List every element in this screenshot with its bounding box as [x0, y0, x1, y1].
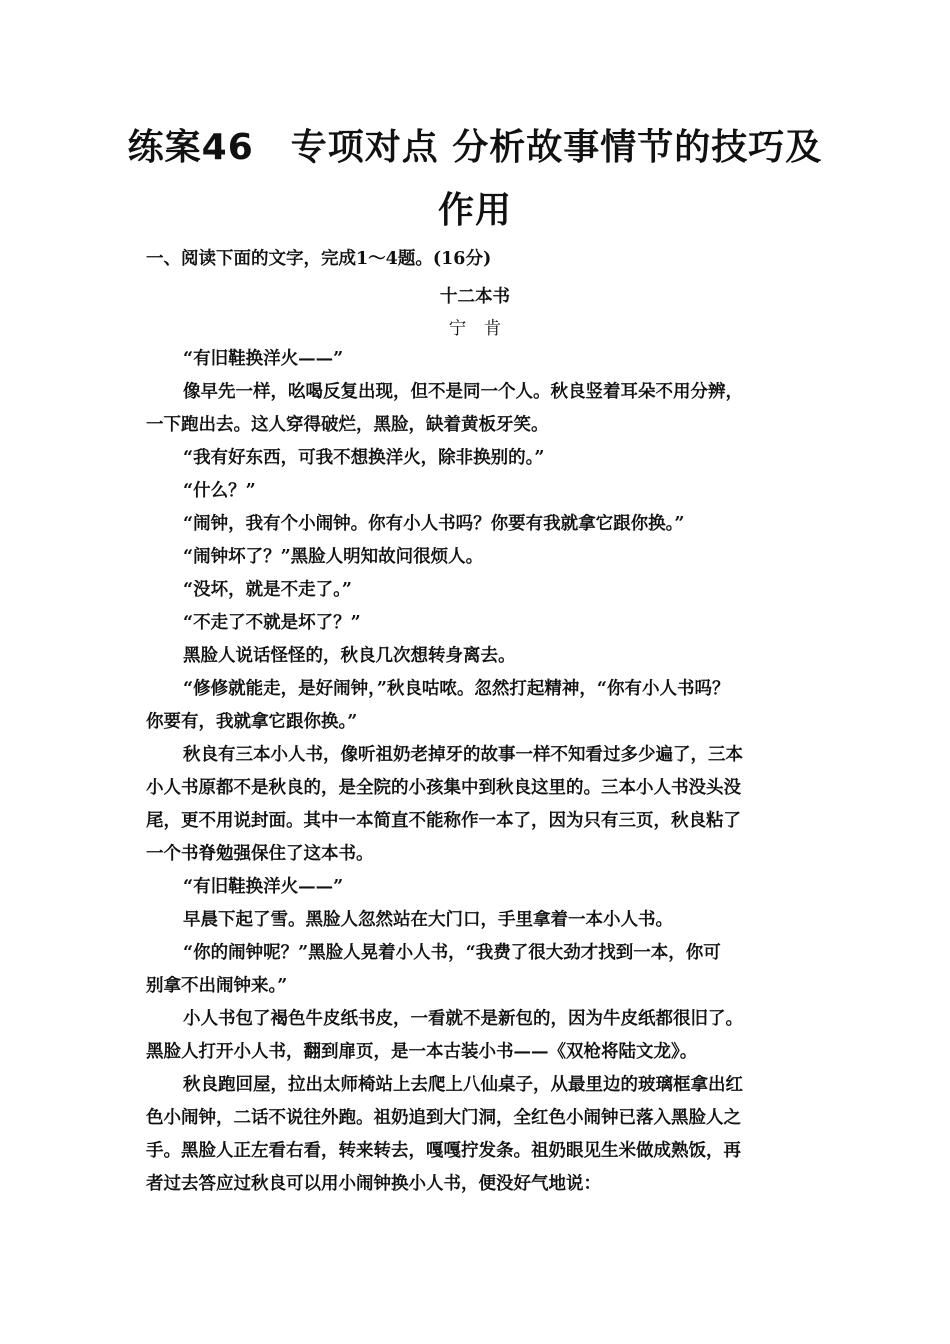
story-title: 十二本书	[440, 287, 510, 307]
text-line: 手。黑脸人正左看右看，转来转去，嘎嘎拧发条。祖奶眼见生米做成熟饭，再	[146, 1141, 741, 1161]
text-line: 色小闹钟，二话不说往外跑。祖奶追到大门洞，全红色小闹钟已落入黑脸人之	[146, 1108, 741, 1128]
text-line: 一个书脊勉强保住了这本书。	[146, 844, 374, 864]
text-line: “修修就能走，是好闹钟，”秋良咕哝。忽然打起精神，“你有小人书吗？	[183, 679, 730, 699]
text-line: 秋良跑回屋，拉出太师椅站上去爬上八仙桌子，从最里边的玻璃框拿出红	[183, 1075, 743, 1095]
text-line: 黑脸人打开小人书，翻到扉页，是一本古装小书——《双枪将陆文龙》。	[146, 1042, 698, 1062]
text-line: “你的闹钟呢？”黑脸人晃着小人书，“我费了很大劲才找到一本，你可	[183, 943, 721, 963]
text-line: 像早先一样，吆喝反复出现，但不是同一个人。秋良竖着耳朵不用分辨，	[183, 382, 743, 402]
text-line: “闹钟，我有个小闹钟。你有小人书吗？你要有我就拿它跟你换。”	[183, 514, 685, 534]
text-line: 小人书原都不是秋良的，是全院的小孩集中到秋良这里的。三本小人书没头没	[146, 778, 741, 798]
page-title-line-1: 练案46 专项对点 分析故事情节的技巧及	[127, 127, 823, 168]
text-line: 秋良有三本小人书，像听祖奶老掉牙的故事一样不知看过多少遍了，三本	[183, 745, 743, 765]
text-line: 者过去答应过秋良可以用小闹钟换小人书，便没好气地说：	[146, 1174, 601, 1194]
page-title-line-2: 作用	[437, 190, 512, 231]
text-line: 黑脸人说话怪怪的，秋良几次想转身离去。	[183, 646, 516, 666]
story-author: 宁 肯	[448, 319, 502, 339]
text-line: 早晨下起了雪。黑脸人忽然站在大门口，手里拿着一本小人书。	[183, 910, 673, 930]
text-line: “不走了不就是坏了？”	[183, 613, 361, 633]
text-line: 一下跑出去。这人穿得破烂，黑脸，缺着黄板牙笑。	[146, 415, 549, 435]
text-line: “闹钟坏了？”黑脸人明知故问很烦人。	[183, 547, 484, 567]
text-line: “我有好东西，可我不想换洋火，除非换别的。”	[183, 448, 545, 468]
text-line: “有旧鞋换洋火——”	[183, 349, 344, 369]
text-line: 别拿不出闹钟来。”	[146, 976, 288, 996]
text-line: 尾，更不用说封面。其中一本简直不能称作一本了，因为只有三页，秋良粘了	[146, 811, 741, 831]
text-line: “什么？”	[183, 481, 256, 501]
text-line: “有旧鞋换洋火——”	[183, 877, 344, 897]
text-line: 你要有，我就拿它跟你换。”	[146, 712, 358, 732]
section-heading: 一、阅读下面的文字，完成1～4题。(16分)	[146, 249, 492, 269]
text-line: 小人书包了褐色牛皮纸书皮，一看就不是新包的，因为牛皮纸都很旧了。	[183, 1009, 743, 1029]
text-line: “没坏，就是不走了。”	[183, 580, 352, 600]
